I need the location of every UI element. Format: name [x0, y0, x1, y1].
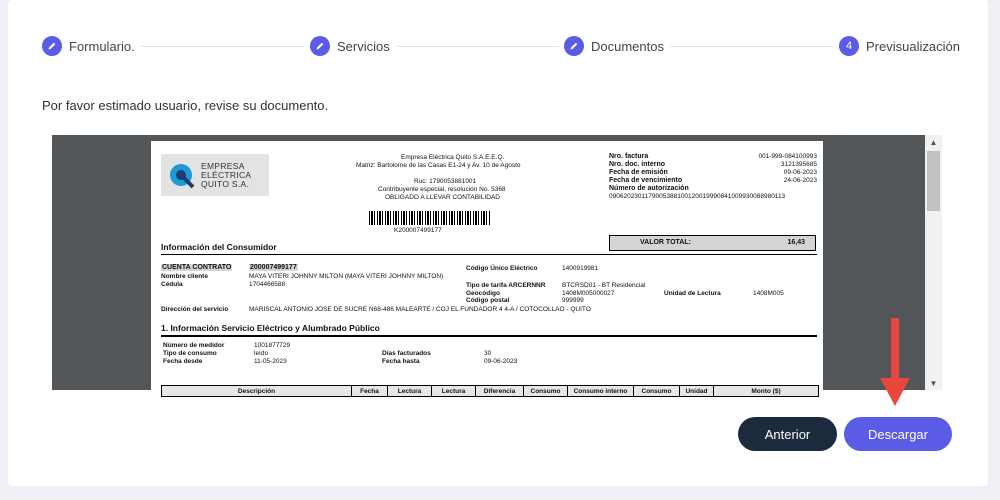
- authorization-number: 0906202301179005388100120019990841009930088980113: [609, 193, 786, 200]
- invoice-label: Número de autorización: [609, 185, 689, 192]
- step-servicios[interactable]: [310, 36, 390, 56]
- internal-doc-number: 3121395685: [780, 161, 817, 168]
- company-logo: [161, 154, 269, 196]
- days-label: Días facturados: [382, 350, 431, 357]
- date-from-value: 11-05-2023: [254, 358, 287, 365]
- step-documentos[interactable]: [564, 36, 664, 56]
- client-label: Nombre cliente: [161, 273, 208, 280]
- invoice-number: 001-999-084100993: [758, 153, 817, 160]
- postal-label: Código postal: [466, 297, 510, 304]
- due-date: 24-06-2023: [783, 177, 817, 184]
- table-header-cell: Consumo interno: [568, 386, 634, 396]
- company-address: Matriz: Bartolome de las Casas E1-24 y Av. 10 de Agosto: [356, 162, 521, 169]
- address-value: MARISCAL ANTONIO JOSE DE SUCRE N68-486 MALEARTE / COJ EL FUNDADOR 4 4-A / COTOCOLLAO - QUITO: [249, 306, 591, 313]
- geocode-value: 1408M005000027: [562, 290, 615, 297]
- viewer-scrollbar[interactable]: [925, 135, 942, 390]
- cedula-value: 1704466588: [249, 281, 286, 288]
- table-header-cell: Descripción: [162, 386, 352, 396]
- date-from-label: Fecha desde: [163, 358, 203, 365]
- logo-line: ELÉCTRICA: [201, 169, 252, 180]
- meter-label: Número de medidor: [163, 342, 225, 349]
- geocode-label: Geocódigo: [466, 290, 500, 297]
- invoice-label: Nro. factura: [609, 153, 649, 160]
- tariff-label: Tipo de tarifa ARCERNNR: [466, 282, 546, 289]
- table-header-cell: Lectura: [388, 386, 432, 396]
- scroll-down-icon[interactable]: ▼: [929, 378, 938, 388]
- step-previsualizacion[interactable]: [839, 36, 960, 56]
- total-box: [609, 235, 816, 251]
- step-connector: [670, 46, 833, 47]
- invoice-page: [151, 141, 823, 411]
- meter-value: 1001877729: [254, 342, 291, 349]
- red-arrow-icon: [880, 318, 910, 408]
- issue-date: 09-06-2023: [783, 169, 817, 176]
- contract-label: CUENTA CONTRATO: [162, 264, 232, 271]
- cedula-label: Cédula: [161, 281, 183, 288]
- step-label: Servicios: [337, 38, 390, 54]
- scroll-up-icon[interactable]: ▲: [929, 137, 938, 147]
- tariff-value: BTCRSD01 - BT Residencial: [562, 282, 646, 289]
- step-number: 4: [839, 36, 859, 56]
- consumption-table-header: [161, 385, 819, 397]
- consumption-type-value: leído: [254, 350, 269, 357]
- invoice-label: Nro. doc. interno: [609, 161, 665, 168]
- table-header-cell: Consumo: [524, 386, 568, 396]
- pdf-viewer[interactable]: [52, 135, 942, 395]
- postal-value: 999999: [562, 297, 584, 304]
- section1-title: 1. Información Servicio Eléctrico y Alumbrado Público: [161, 323, 380, 333]
- barcode: [369, 211, 491, 225]
- logo-line: QUITO S.A.: [201, 178, 250, 189]
- barcode-text: K200007499177: [394, 227, 442, 234]
- scroll-thumb[interactable]: [927, 151, 940, 211]
- download-button[interactable]: Descargar: [844, 417, 952, 451]
- table-header-cell: Monto ($): [751, 387, 781, 395]
- step-connector: [396, 46, 559, 47]
- reading-unit-label: Unidad de Lectura: [664, 290, 721, 297]
- table-header-cell: Unidad: [680, 386, 714, 396]
- divider: [161, 335, 817, 337]
- table-header-cell: Lectura: [432, 386, 476, 396]
- pencil-icon: [564, 36, 584, 56]
- table-header-cell: Diferencia: [476, 386, 524, 396]
- unique-code-value: 1400919981: [562, 265, 599, 272]
- table-header-cell: Consumo: [634, 386, 680, 396]
- stepper: [0, 36, 1000, 56]
- reading-unit-value: 1408M005: [753, 290, 784, 297]
- pencil-icon: [42, 36, 62, 56]
- company-resolution: Contribuyente especial, resolución No. 5368: [378, 186, 506, 193]
- date-to-label: Fecha hasta: [382, 358, 420, 365]
- instruction-text: Por favor estimado usuario, revise su documento.: [42, 98, 329, 113]
- company-name: Empresa Eléctrica Quito S.A.E.E.Q.: [401, 154, 505, 161]
- invoice-label: Fecha de emisión: [609, 169, 668, 176]
- step-label: Previsualización: [866, 38, 960, 54]
- date-to-value: 09-06-2023: [484, 358, 518, 365]
- step-label: Documentos: [591, 38, 664, 54]
- unique-code-label: Código Único Eléctrico: [466, 265, 538, 272]
- total-label: VALOR TOTAL:: [640, 239, 691, 246]
- address-label: Dirección del servicio: [161, 306, 229, 313]
- step-connector: [140, 46, 305, 47]
- table-header-cell: Fecha: [352, 386, 388, 396]
- step-formulario[interactable]: [42, 36, 135, 56]
- previous-button[interactable]: Anterior: [738, 417, 837, 451]
- step-label: Formulario.: [69, 38, 135, 54]
- contract-value: 200007499177: [250, 264, 297, 271]
- client-value: MAYA VITERI JOHNNY MILTON (MAYA VITERI JOHNNY MILTON): [249, 273, 444, 280]
- consumption-type-label: Tipo de consumo: [163, 350, 217, 357]
- company-accounting: OBLIGADO A LLEVAR CONTABILIDAD: [385, 194, 500, 201]
- divider: [161, 254, 817, 255]
- total-value: 16,43: [787, 239, 805, 246]
- logo-line: EMPRESA: [201, 160, 245, 171]
- days-value: 30: [484, 350, 492, 357]
- logo-icon: [169, 161, 195, 189]
- company-ruc: Ruc: 1790053881001: [414, 178, 477, 185]
- pencil-icon: [310, 36, 330, 56]
- invoice-label: Fecha de vencimiento: [609, 177, 683, 184]
- consumer-title: Información del Consumidor: [161, 242, 277, 252]
